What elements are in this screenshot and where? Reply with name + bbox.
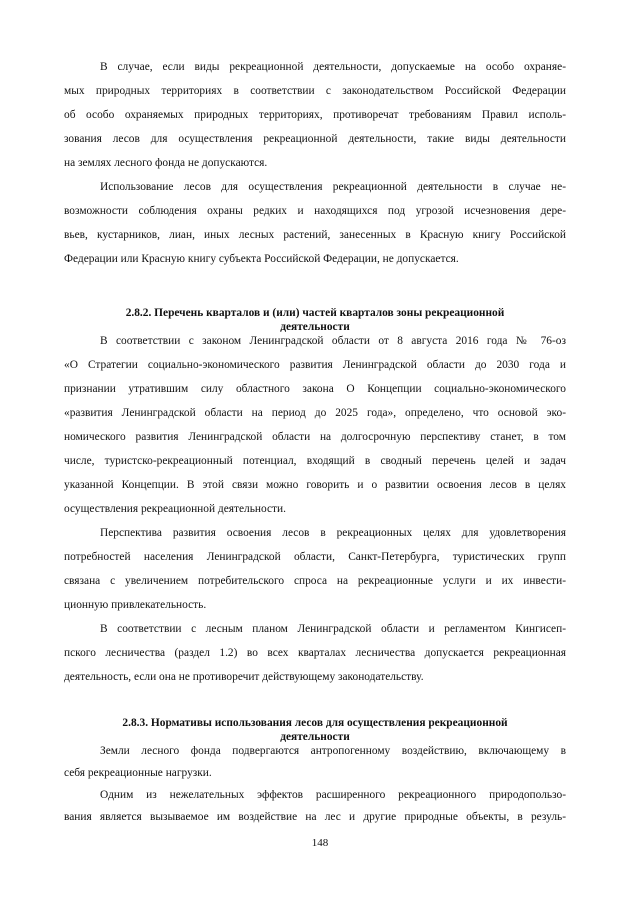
paragraph-2-line-2: возможности соблюдения охраны редких и находящихся под угрозой исчезновения дере- [64, 205, 566, 217]
paragraph-3-line-2: «О Стратегии социально-экономического развития Ленинградской области до 2030 года и [64, 359, 566, 371]
paragraph-6-line-1: Земли лесного фонда подвергаются антропогенному воздействию, включающему в [100, 745, 566, 757]
paragraph-1-line-1: В случае, если виды рекреационной деятельности, допускаемые на особо охраняе- [100, 61, 566, 73]
section-heading-2-8-3-line-2: деятельности [280, 731, 350, 743]
paragraph-2-line-3: вьев, кустарников, лиан, иных лесных растений, занесенных в Красную книгу Российской [64, 229, 566, 241]
paragraph-5-line-2: пского лесничества (раздел 1.2) во всех кварталах лесничества допускается рекреационная [64, 647, 566, 659]
section-heading-2-8-2-line-2: деятельности [280, 321, 350, 333]
page-number: 148 [311, 837, 329, 849]
paragraph-2-line-4: Федерации или Красную книгу субъекта Российской Федерации, не допускается. [64, 253, 459, 265]
paragraph-3-line-4: «развития Ленинградской области на период до 2025 года», определено, что основой эко- [64, 407, 566, 419]
section-heading-2-8-2-line-1: 2.8.2. Перечень кварталов и (или) частей кварталов зоны рекреационной [125, 307, 505, 319]
paragraph-1-line-2: мых природных территориях в соответствии с законодательством Российской Федерации [64, 85, 566, 97]
paragraph-4-line-4: ционную привлекательность. [64, 599, 207, 611]
paragraph-5-line-1: В соответствии с лесным планом Ленинградской области и регламентом Кингисеп- [100, 623, 566, 635]
paragraph-1-line-4: зования лесов для осуществления рекреационной деятельности, такие виды деятельности [64, 133, 566, 145]
paragraph-1-line-5: на землях лесного фонда не допускаются. [64, 157, 268, 169]
paragraph-3-line-1: В соответствии с законом Ленинградской области от 8 августа 2016 года № 76-оз [100, 335, 566, 347]
paragraph-4-line-1: Перспектива развития освоения лесов в рекреационных целях для удовлетворения [100, 527, 566, 539]
section-heading-2-8-3-line-1: 2.8.3. Нормативы использования лесов для осуществления рекреационной [122, 717, 508, 729]
paragraph-4-line-3: связана с увеличением потребительского спроса на рекреационные услуги и их инвести- [64, 575, 566, 587]
paragraph-2-line-1: Использование лесов для осуществления рекреационной деятельности в случае не- [100, 181, 566, 193]
paragraph-3-line-3: признании утратившим силу областного закона О Концепции социально-экономического [64, 383, 566, 395]
paragraph-5-line-3: деятельность, если она не противоречит действующему законодательству. [64, 671, 424, 683]
paragraph-3-line-6: числе, туристско-рекреационный потенциал, входящий в сводный перечень целей и задач [64, 455, 566, 467]
paragraph-7-line-2: вания является вызываемое им воздействие на лес и другие природные объекты, в резуль- [64, 811, 566, 823]
paragraph-4-line-2: потребностей населения Ленинградской области, Санкт-Петербурга, туристических групп [64, 551, 566, 563]
paragraph-7-line-1: Одним из нежелательных эффектов расширенного рекреационного природопользо- [100, 789, 566, 801]
paragraph-1-line-3: об особо охраняемых природных территориях, противоречат требованиям Правил исполь- [64, 109, 566, 121]
paragraph-3-line-8: осуществления рекреационной деятельности. [64, 503, 286, 515]
paragraph-3-line-5: номического развития Ленинградской области на долгосрочную перспективу станет, в том [64, 431, 566, 443]
paragraph-6-line-2: себя рекреационные нагрузки. [64, 767, 212, 779]
paragraph-3-line-7: указанной Концепции. В этой связи можно говорить и о развитии освоения лесов в целях [64, 479, 566, 491]
